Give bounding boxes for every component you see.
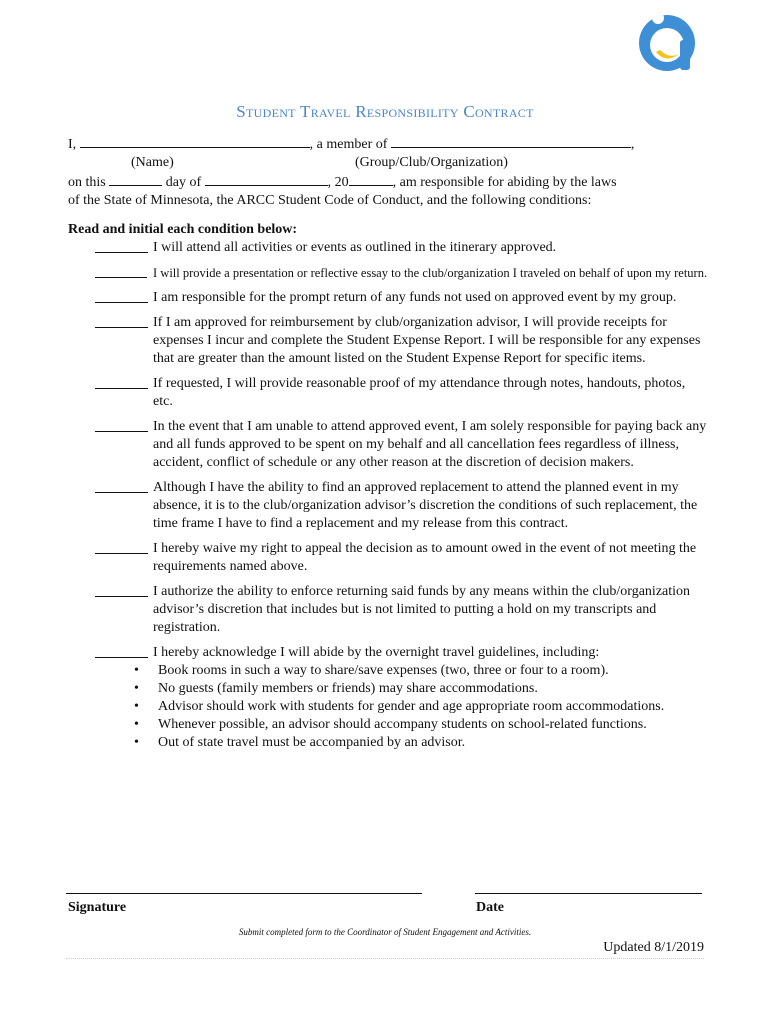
condition-10	[68, 644, 708, 662]
condition-text-9: I authorize the ability to enforce returning said funds by any means within the club/organization advisor’s discretion that includes but is not limited to putting a hold on my transcripts and registration.	[153, 584, 691, 635]
intro-line-1	[68, 134, 708, 154]
arcc-logo	[636, 12, 698, 74]
condition-7	[68, 479, 708, 533]
condition-8	[68, 540, 708, 576]
intro-line-3: of the State of Minnesota, the ARCC Student Code of Conduct, and the following conditions:	[68, 193, 592, 208]
intro-day-of: day of	[165, 175, 202, 190]
condition-text-2: I will provide a presentation or reflective essay to the club/organization I traveled on behalf of upon my return.	[153, 266, 708, 280]
year-field[interactable]	[349, 172, 393, 186]
bullet-icon: •	[134, 663, 139, 678]
condition-text-4: If I am approved for reimbursement by club/organization advisor, I will provide receipts for expenses I incur and complete the Student Expense Report. I will be responsible for any expenses that are greater than the amount listed on the Student Expense Report for specific items.	[153, 315, 701, 366]
updated-date: Updated 8/1/2019	[603, 940, 704, 955]
initial-field-5[interactable]	[95, 375, 148, 389]
footer-note: Submit completed form to the Coordinator of Student Engagement and Activities.	[238, 927, 532, 937]
initial-field-10[interactable]	[95, 644, 148, 658]
field-sub-labels	[68, 154, 708, 172]
intro-responsible-text: , am responsible for abiding by the laws	[392, 175, 617, 190]
intro-comma-20: , 20	[327, 175, 349, 190]
initial-field-1[interactable]	[95, 239, 148, 253]
bullet-icon: •	[134, 681, 139, 696]
condition-text-10: I hereby acknowledge I will abide by the overnight travel guidelines, including:	[153, 645, 600, 660]
bullet-icon: •	[134, 717, 139, 732]
condition-text-5: If requested, I will provide reasonable proof of my attendance through notes, handouts, photos, etc.	[153, 376, 686, 409]
day-field[interactable]	[109, 172, 162, 186]
initial-field-2[interactable]	[95, 264, 147, 278]
name-field-label: (Name)	[131, 155, 174, 170]
initial-field-4[interactable]	[95, 314, 148, 328]
condition-5	[68, 375, 708, 411]
condition-4	[68, 314, 708, 368]
condition-2	[68, 264, 708, 282]
travel-guidelines-list	[68, 662, 708, 752]
condition-3	[68, 289, 708, 307]
signature-field[interactable]	[66, 893, 422, 894]
condition-6	[68, 418, 708, 472]
intro-member-of: , a member of	[309, 137, 388, 152]
group-field-label: (Group/Club/Organization)	[355, 155, 508, 170]
read-heading: Read and initial each condition below:	[68, 222, 298, 237]
condition-text-1: I will attend all activities or events as outlined in the itinerary approved.	[153, 240, 557, 255]
name-field[interactable]	[80, 134, 310, 148]
condition-text-7: Although I have the ability to find an approved replacement to attend the planned event in my absence, it is to the club/organization advisor’s discretion the conditions of such replacement, the time frame I have to find a replacement and my release from this contract.	[153, 480, 698, 531]
list-item: • No guests (family members or friends) may share accommodations.	[134, 681, 538, 696]
list-item: • Advisor should work with students for gender and age appropriate room accommodations.	[134, 699, 665, 714]
bottom-rule	[66, 958, 704, 959]
condition-9	[68, 583, 708, 637]
initial-field-3[interactable]	[95, 289, 148, 303]
date-label: Date	[476, 900, 504, 915]
intro-comma: ,	[630, 137, 635, 152]
initial-field-6[interactable]	[95, 418, 148, 432]
list-item: • Out of state travel must be accompanied by an advisor.	[134, 735, 466, 750]
intro-i-label: I,	[68, 137, 77, 152]
month-field[interactable]	[205, 172, 328, 186]
bullet-icon: •	[134, 735, 139, 750]
logo-top-notch	[652, 12, 664, 24]
condition-text-6: In the event that I am unable to attend approved event, I am solely responsible for paying back any and all funds approved to be spent on my behalf and all cancellation fees regardless of illness, accident, conflict of schedule or any other reason at the discretion of decision makers.	[153, 419, 707, 470]
group-field[interactable]	[391, 134, 631, 148]
list-item: • Whenever possible, an advisor should accompany students on school-related functions.	[134, 717, 647, 732]
bullet-icon: •	[134, 699, 139, 714]
page-title: Student Travel Responsibility Contract	[236, 102, 534, 121]
initial-field-8[interactable]	[95, 540, 148, 554]
intro-on-this: on this	[68, 175, 106, 190]
list-item: • Book rooms in such a way to share/save expenses (two, three or four to a room).	[134, 663, 609, 678]
contract-body	[68, 134, 708, 752]
logo-stem	[680, 40, 690, 70]
initial-field-9[interactable]	[95, 583, 148, 597]
intro-line-2	[68, 172, 708, 192]
initial-field-7[interactable]	[95, 479, 148, 493]
date-field[interactable]	[475, 893, 702, 894]
condition-text-8: I hereby waive my right to appeal the decision as to amount owed in the event of not meeting the requirements named above.	[153, 541, 697, 574]
signature-label: Signature	[68, 900, 127, 915]
condition-text-3: I am responsible for the prompt return of any funds not used on approved event by my group.	[153, 290, 677, 305]
condition-1	[68, 239, 708, 257]
